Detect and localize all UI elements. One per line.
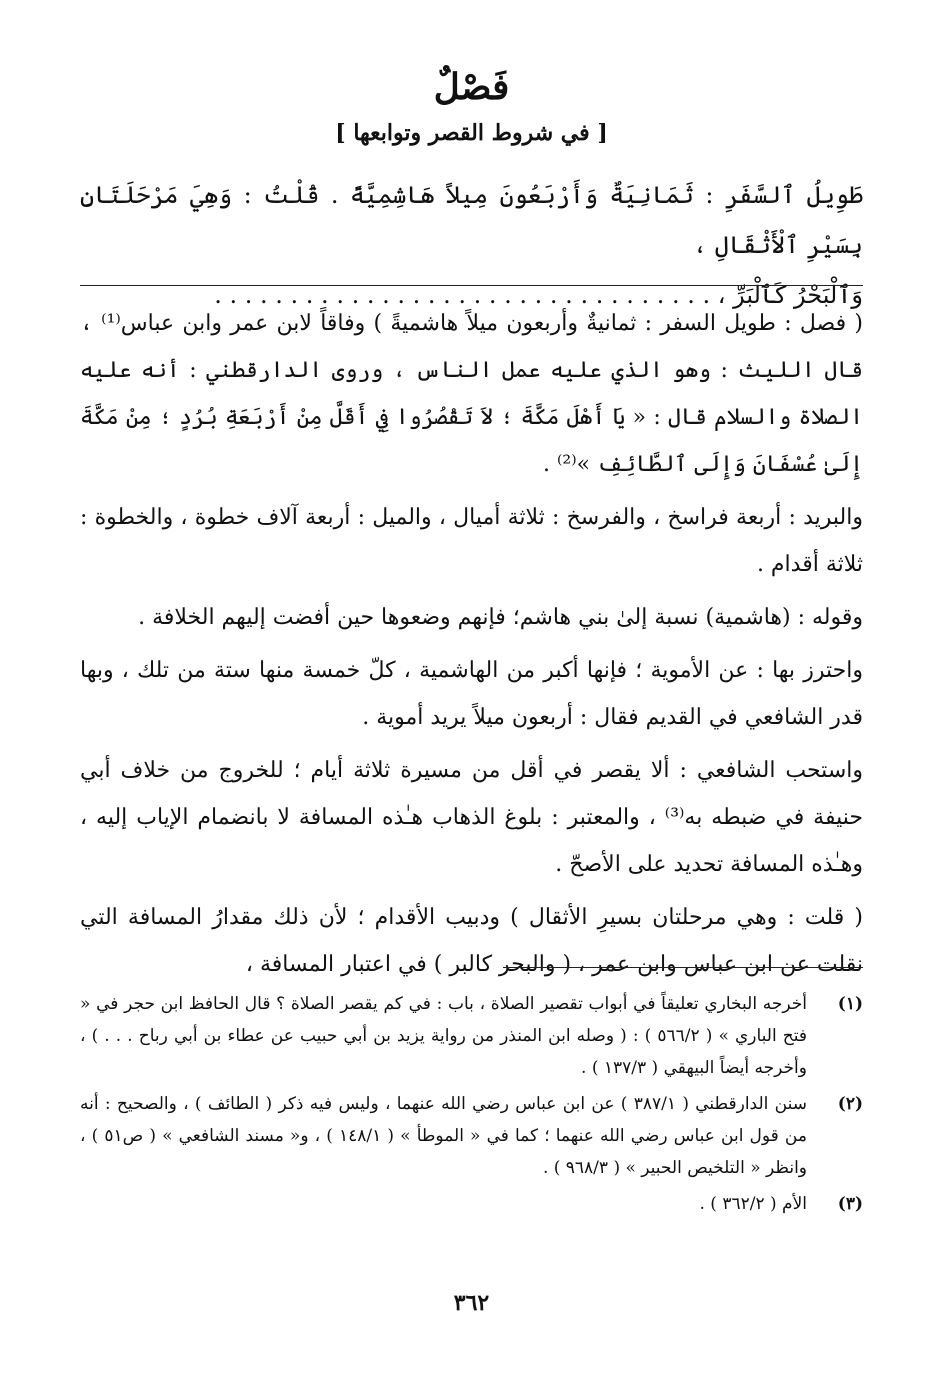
page-number: ٣٦٢ — [453, 1290, 490, 1316]
footnote — [80, 1088, 863, 1184]
footnote — [80, 1188, 863, 1220]
commentary-paragraph: واستحب الشافعي : ألا يقصر في أقل من مسيرة ثلاثة أيام ؛ للخروج من خلاف أبي حنيفة في ضبطه به⁽³⁾ ، والمعتبر : بلوغ الذهاب هـٰذه المسافة لا بانضمام الإياب إليه ، وهـٰذه المسافة تحديد على الأصحّ . — [80, 758, 863, 877]
commentary-paragraph: وقوله : (هاشمية) نسبة إلىٰ بني هاشم؛ فإنهم وضعوها حين أفضت إليهم الخلافة . — [138, 605, 863, 630]
footnote-number: (٣) — [837, 1194, 863, 1214]
commentary-paragraph: ( فصل : طويل السفر : ثمانيةٌ وأربعون ميلاً هاشميةً ) وفاقاً لابن عمر وابن عباس⁽¹⁾ ، قال الليث : وهو الذي عليه عمل الناس ، وروى الدارقطني : أنه عليه الصلاة والسلام قال : « يَا أَهْلَ مَكَّةَ ؛ لاَ تَقْصُرُوا فِي أَقَلَّ مِنْ أَرْبَعَةِ بُرُدٍ ؛ مِنْ مَكَّةَ إِلَىٰ عُسْفَانَ وَإِلَى ٱلطَّائِفِ »⁽²⁾ . — [80, 311, 863, 477]
matn-line: وَٱلْبَحْرُ كَٱلْبَرِّ ، . . . . . . . . . . . . . . . . . . . . . . . . . . . . . . . . . — [214, 281, 863, 309]
footnotes — [80, 988, 863, 1224]
footnote-divider — [503, 967, 863, 968]
matn-line: طَوِيلُ ٱلسَّفَرِ : ثَمَانِيَةٌ وَأَرْبَعُونَ مِيلاً هَاشِمِيَّةً . قُلْتُ : وَهِيَ مَرْحَلَتَانِ بِسَيْرِ ٱلْأَثْقَالِ ، — [80, 181, 863, 259]
footnote-text: سنن الدارقطني ( ٣٨٧/١ ) عن ابن عباس رضي الله عنهما ، وليس فيه ذكر ( الطائف ) ، والصحيح : أنه من قول ابن عباس رضي الله عنهما ؛ كما في « الموطأ » ( ١٤٨/١ ) ، و« مسند الشافعي » ( ص٥١ ) ، وانظر « التلخيص الحبير » ( ٩٦٨/٣ ) . — [80, 1094, 807, 1178]
divider-line — [80, 285, 863, 286]
section-subtitle: [ في شروط القصر وتوابعها ] — [335, 120, 608, 146]
footnote-text: الأم ( ٣٦٢/٢ ) . — [699, 1194, 807, 1214]
footnote-text: أخرجه البخاري تعليقاً في أبواب تقصير الصلاة ، باب : في كم يقصر الصلاة ؟ قال الحافظ ابن حجر في « فتح الباري » ( ٥٦٦/٢ ) : ( وصله ابن المنذر من رواية يزيد بن أبي حبيب عن عطاء بن أبي رباح . . . ) ، وأخرجه أيضاً البيهقي ( ١٣٧/٣ ) . — [80, 994, 808, 1078]
commentary-text — [80, 300, 863, 994]
commentary-paragraph: ( قلت : وهي مرحلتان بسيرِ الأثقال ) ودبيب الأقدام ؛ لأن ذلك مقدارُ المسافة التي نقلت عن ابن عباس وابن عمر ، ( والبحر كالبر ) في اعتبار المسافة ، — [80, 905, 863, 977]
commentary-paragraph: واحترز بها : عن الأموية ؛ فإنها أكبر من الهاشمية ، كلّ خمسة منها ستة من تلك ، وبها قدر الشافعي في القديم فقال : أربعون ميلاً يريد أموية . — [80, 658, 863, 730]
footnote — [80, 988, 863, 1084]
section-ornament-title: فَصْلٌ — [433, 66, 510, 108]
commentary-paragraph: والبريد : أربعة فراسخ ، والفرسخ : ثلاثة أميال ، والميل : أربعة آلاف خطوة ، والخطوة : ثلاثة أقدام . — [80, 505, 863, 577]
footnote-number: (٢) — [837, 1094, 863, 1114]
footnote-number: (١) — [837, 994, 863, 1014]
matn-text — [80, 170, 863, 320]
